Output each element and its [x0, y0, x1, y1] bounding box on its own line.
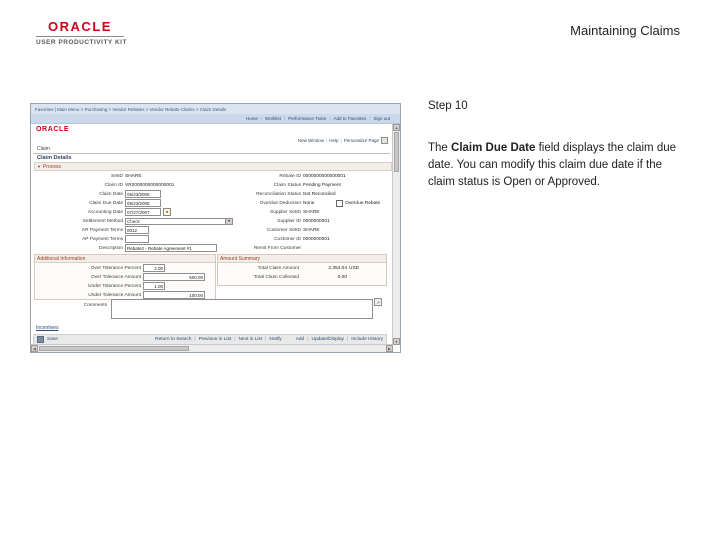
- save-button[interactable]: [37, 336, 58, 343]
- process-section-label: Process: [42, 163, 62, 170]
- separator: |: [307, 337, 309, 342]
- next-in-list-button[interactable]: Next in List: [238, 337, 263, 342]
- additional-information-header: Additional Information: [35, 255, 215, 263]
- field-row-description: [33, 244, 217, 252]
- header-link-sign-out[interactable]: Sign out: [373, 116, 390, 121]
- field-label: Total Claim Collected: [253, 274, 299, 280]
- tab-divider: [33, 153, 390, 154]
- app-screenshot: [30, 103, 401, 353]
- step-text: [428, 140, 690, 191]
- field-row-supplier-id: [217, 217, 330, 225]
- field-row-over-tolerance-amount: [37, 273, 205, 281]
- reconciliation-status-value: Not Reconciled: [303, 191, 336, 197]
- step-text-pre: The: [428, 142, 452, 154]
- field-row-remit-from-customer: [217, 244, 303, 252]
- field-label: Supplier SetID: [270, 209, 301, 215]
- currency-code: USD: [349, 265, 360, 271]
- field-row-over-tolerance-percent: [37, 264, 165, 272]
- help-link[interactable]: Help: [329, 138, 339, 143]
- toolbar-right: [155, 337, 383, 342]
- claim-details-heading: Claim Details: [37, 155, 72, 161]
- include-history-button[interactable]: Include History: [351, 337, 383, 342]
- page-title: Maintaining Claims: [570, 23, 680, 38]
- description-input[interactable]: [125, 244, 217, 252]
- field-label: Over Tolerance Amount: [90, 274, 141, 280]
- separator: |: [260, 116, 263, 121]
- total-claim-collected-value: 0.00: [337, 274, 347, 280]
- breadcrumb-text[interactable]: Favorites | Main Menu > Purchasing > Vendor Rebates > Vendor Rebate Claims > Claim Details: [35, 106, 227, 112]
- separator: |: [194, 337, 196, 342]
- field-row-accounting-date: [33, 208, 171, 216]
- upk-subtitle: USER PRODUCTIVITY KIT: [36, 39, 127, 46]
- field-label: Claim Date: [99, 191, 123, 197]
- field-row-ap-payment-terms: [33, 235, 149, 243]
- over-tolerance-percent-input[interactable]: [143, 264, 165, 272]
- save-label: Save: [47, 337, 58, 342]
- field-label: SetID: [111, 173, 123, 179]
- incentives-link[interactable]: Incentives: [36, 325, 59, 331]
- accounting-date-input[interactable]: [125, 208, 161, 216]
- field-row-claim-date: [33, 190, 161, 198]
- field-row-customer-id: [217, 235, 330, 243]
- field-label: Accounting Date: [87, 209, 123, 215]
- notify-button[interactable]: Notify: [269, 337, 282, 342]
- overdue-rebate-checkbox-row: [336, 199, 380, 207]
- overdue-rebate-checkbox[interactable]: [336, 200, 343, 207]
- ap-payment-terms-input[interactable]: [125, 235, 149, 243]
- row-total-claim-amount: [219, 264, 359, 272]
- field-label: Settlement Method: [82, 218, 123, 224]
- over-tolerance-amount-input[interactable]: [143, 273, 205, 281]
- separator: |: [283, 116, 286, 121]
- process-section-header[interactable]: [34, 162, 392, 171]
- claim-status-value: Pending Payment: [303, 182, 341, 188]
- field-label: AR Payment Terms: [81, 227, 123, 233]
- comments-textarea[interactable]: [111, 299, 373, 319]
- field-row-under-tolerance-percent: [37, 282, 165, 290]
- new-window-link[interactable]: New Window: [297, 138, 325, 143]
- step-block: [428, 100, 690, 191]
- scroll-up-icon[interactable]: ▲: [394, 125, 399, 130]
- field-label: Overdue Deduction: [259, 200, 301, 206]
- field-row-supplier-setid: [217, 208, 320, 216]
- field-label: Customer ID: [274, 236, 301, 242]
- field-label: Customer SetID: [266, 227, 301, 233]
- rebate-id-value: 0000000000000001: [303, 173, 346, 179]
- separator: |: [265, 337, 267, 342]
- previous-in-list-button[interactable]: Previous in List: [198, 337, 232, 342]
- field-row-claim-status: [217, 181, 341, 189]
- header-link-home[interactable]: Home: [245, 116, 258, 121]
- separator: |: [369, 116, 371, 121]
- vertical-scroll-thumb[interactable]: [394, 132, 399, 172]
- field-label: Comments: [83, 302, 107, 308]
- header-links: [31, 114, 400, 124]
- field-label: Remit From Customer: [253, 245, 301, 251]
- save-icon: [37, 336, 44, 343]
- return-to-search-button[interactable]: Return to Search: [155, 337, 192, 342]
- personalize-page-link[interactable]: Personalize Page: [343, 138, 379, 143]
- separator: |: [340, 138, 342, 143]
- field-label: Under Tolerance Percent: [88, 283, 141, 289]
- horizontal-scrollbar[interactable]: [31, 344, 393, 352]
- oracle-upk-logo: [36, 19, 127, 46]
- header-link-add-to-favorites[interactable]: Add to Favorites: [333, 116, 367, 121]
- field-row-reconciliation-status: [217, 190, 336, 198]
- field-row-claim-due-date: [33, 199, 161, 207]
- tab-claim[interactable]: Claim: [37, 146, 50, 152]
- add-button[interactable]: Add: [295, 337, 305, 342]
- scroll-right-icon[interactable]: ▶: [386, 345, 393, 352]
- scroll-down-icon[interactable]: ▼: [394, 339, 399, 344]
- customer-id-value: 0000000001: [303, 236, 330, 242]
- field-label: Rebate ID: [279, 173, 301, 179]
- field-label: Claim Due Date: [89, 200, 123, 206]
- supplier-id-value: 0000000001: [303, 218, 330, 224]
- separator: |: [347, 337, 349, 342]
- field-row-customer-setid: [217, 226, 320, 234]
- separator: |: [329, 116, 331, 121]
- setid-value: SHARE: [125, 173, 142, 179]
- vertical-scrollbar[interactable]: [392, 124, 400, 345]
- supplier-setid-value: SHARE: [303, 209, 320, 215]
- customer-setid-value: SHARE: [303, 227, 320, 233]
- step-text-post: field displays the claim due date. You can modify this claim due date if the claim status is Open or Approved.: [428, 142, 677, 188]
- under-tolerance-amount-input[interactable]: [143, 291, 205, 299]
- scroll-left-icon[interactable]: ◀: [31, 345, 38, 352]
- field-label: Over Tolerance Percent: [90, 265, 141, 271]
- field-label: Claim Status: [273, 182, 301, 188]
- field-row-rebate-id: [217, 172, 346, 180]
- field-label: Claim ID: [104, 182, 123, 188]
- separator: |: [326, 138, 328, 143]
- header-link-worklist[interactable]: Worklist: [265, 116, 281, 121]
- field-row-setid: [33, 172, 142, 180]
- row-total-claim-collected: [219, 273, 349, 281]
- overdue-rebate-checkbox-label: Overdue Rebate: [345, 200, 381, 206]
- field-row-settlement-method: [33, 217, 233, 225]
- amount-summary-header: Amount Summary: [218, 255, 386, 263]
- update-display-button[interactable]: Update/Display: [311, 337, 345, 342]
- field-label: Under Tolerance Amount: [88, 292, 141, 298]
- field-row-claim-id: [33, 181, 174, 189]
- oracle-wordmark: ORACLE: [48, 19, 112, 34]
- chevron-down-icon[interactable]: ▼: [225, 219, 232, 224]
- field-label: Reconciliation Status: [256, 191, 301, 197]
- under-tolerance-percent-input[interactable]: [143, 282, 165, 290]
- calendar-icon[interactable]: ■: [163, 208, 171, 216]
- copy-url-icon[interactable]: [381, 137, 388, 144]
- field-label: Supplier ID: [277, 218, 301, 224]
- field-row-comments: [37, 301, 107, 309]
- field-label: AP Payment Terms: [82, 236, 123, 242]
- separator: |: [234, 337, 236, 342]
- collapse-triangle-icon[interactable]: ▼: [37, 164, 41, 169]
- app-oracle-logo: ORACLE: [36, 126, 70, 133]
- overdue-deduction-value: None: [303, 200, 315, 206]
- field-row-ar-payment-terms: [33, 226, 149, 234]
- step-label: Step 10: [428, 100, 468, 112]
- field-label: Description: [99, 245, 123, 251]
- total-claim-amount-value: 2,354.04: [328, 265, 347, 271]
- page-links: [298, 137, 388, 144]
- expand-icon[interactable]: ↗: [374, 298, 382, 306]
- claim-date-input[interactable]: [125, 190, 161, 198]
- step-text-bold: Claim Due Date: [451, 142, 536, 154]
- field-label: Total Claim Amount: [257, 265, 299, 271]
- ar-payment-terms-input[interactable]: [125, 226, 149, 234]
- claim-id-value: VR2000000000000001: [125, 182, 175, 188]
- field-row-overdue-deduction: [217, 199, 314, 207]
- header-link-performance-trace[interactable]: Performance Trace: [288, 116, 327, 121]
- claim-due-date-input[interactable]: [125, 199, 161, 207]
- field-row-under-tolerance-amount: [37, 291, 205, 299]
- settlement-method-value: Check: [127, 218, 140, 224]
- horizontal-scroll-thumb[interactable]: [39, 346, 189, 351]
- logo-divider: [36, 36, 124, 37]
